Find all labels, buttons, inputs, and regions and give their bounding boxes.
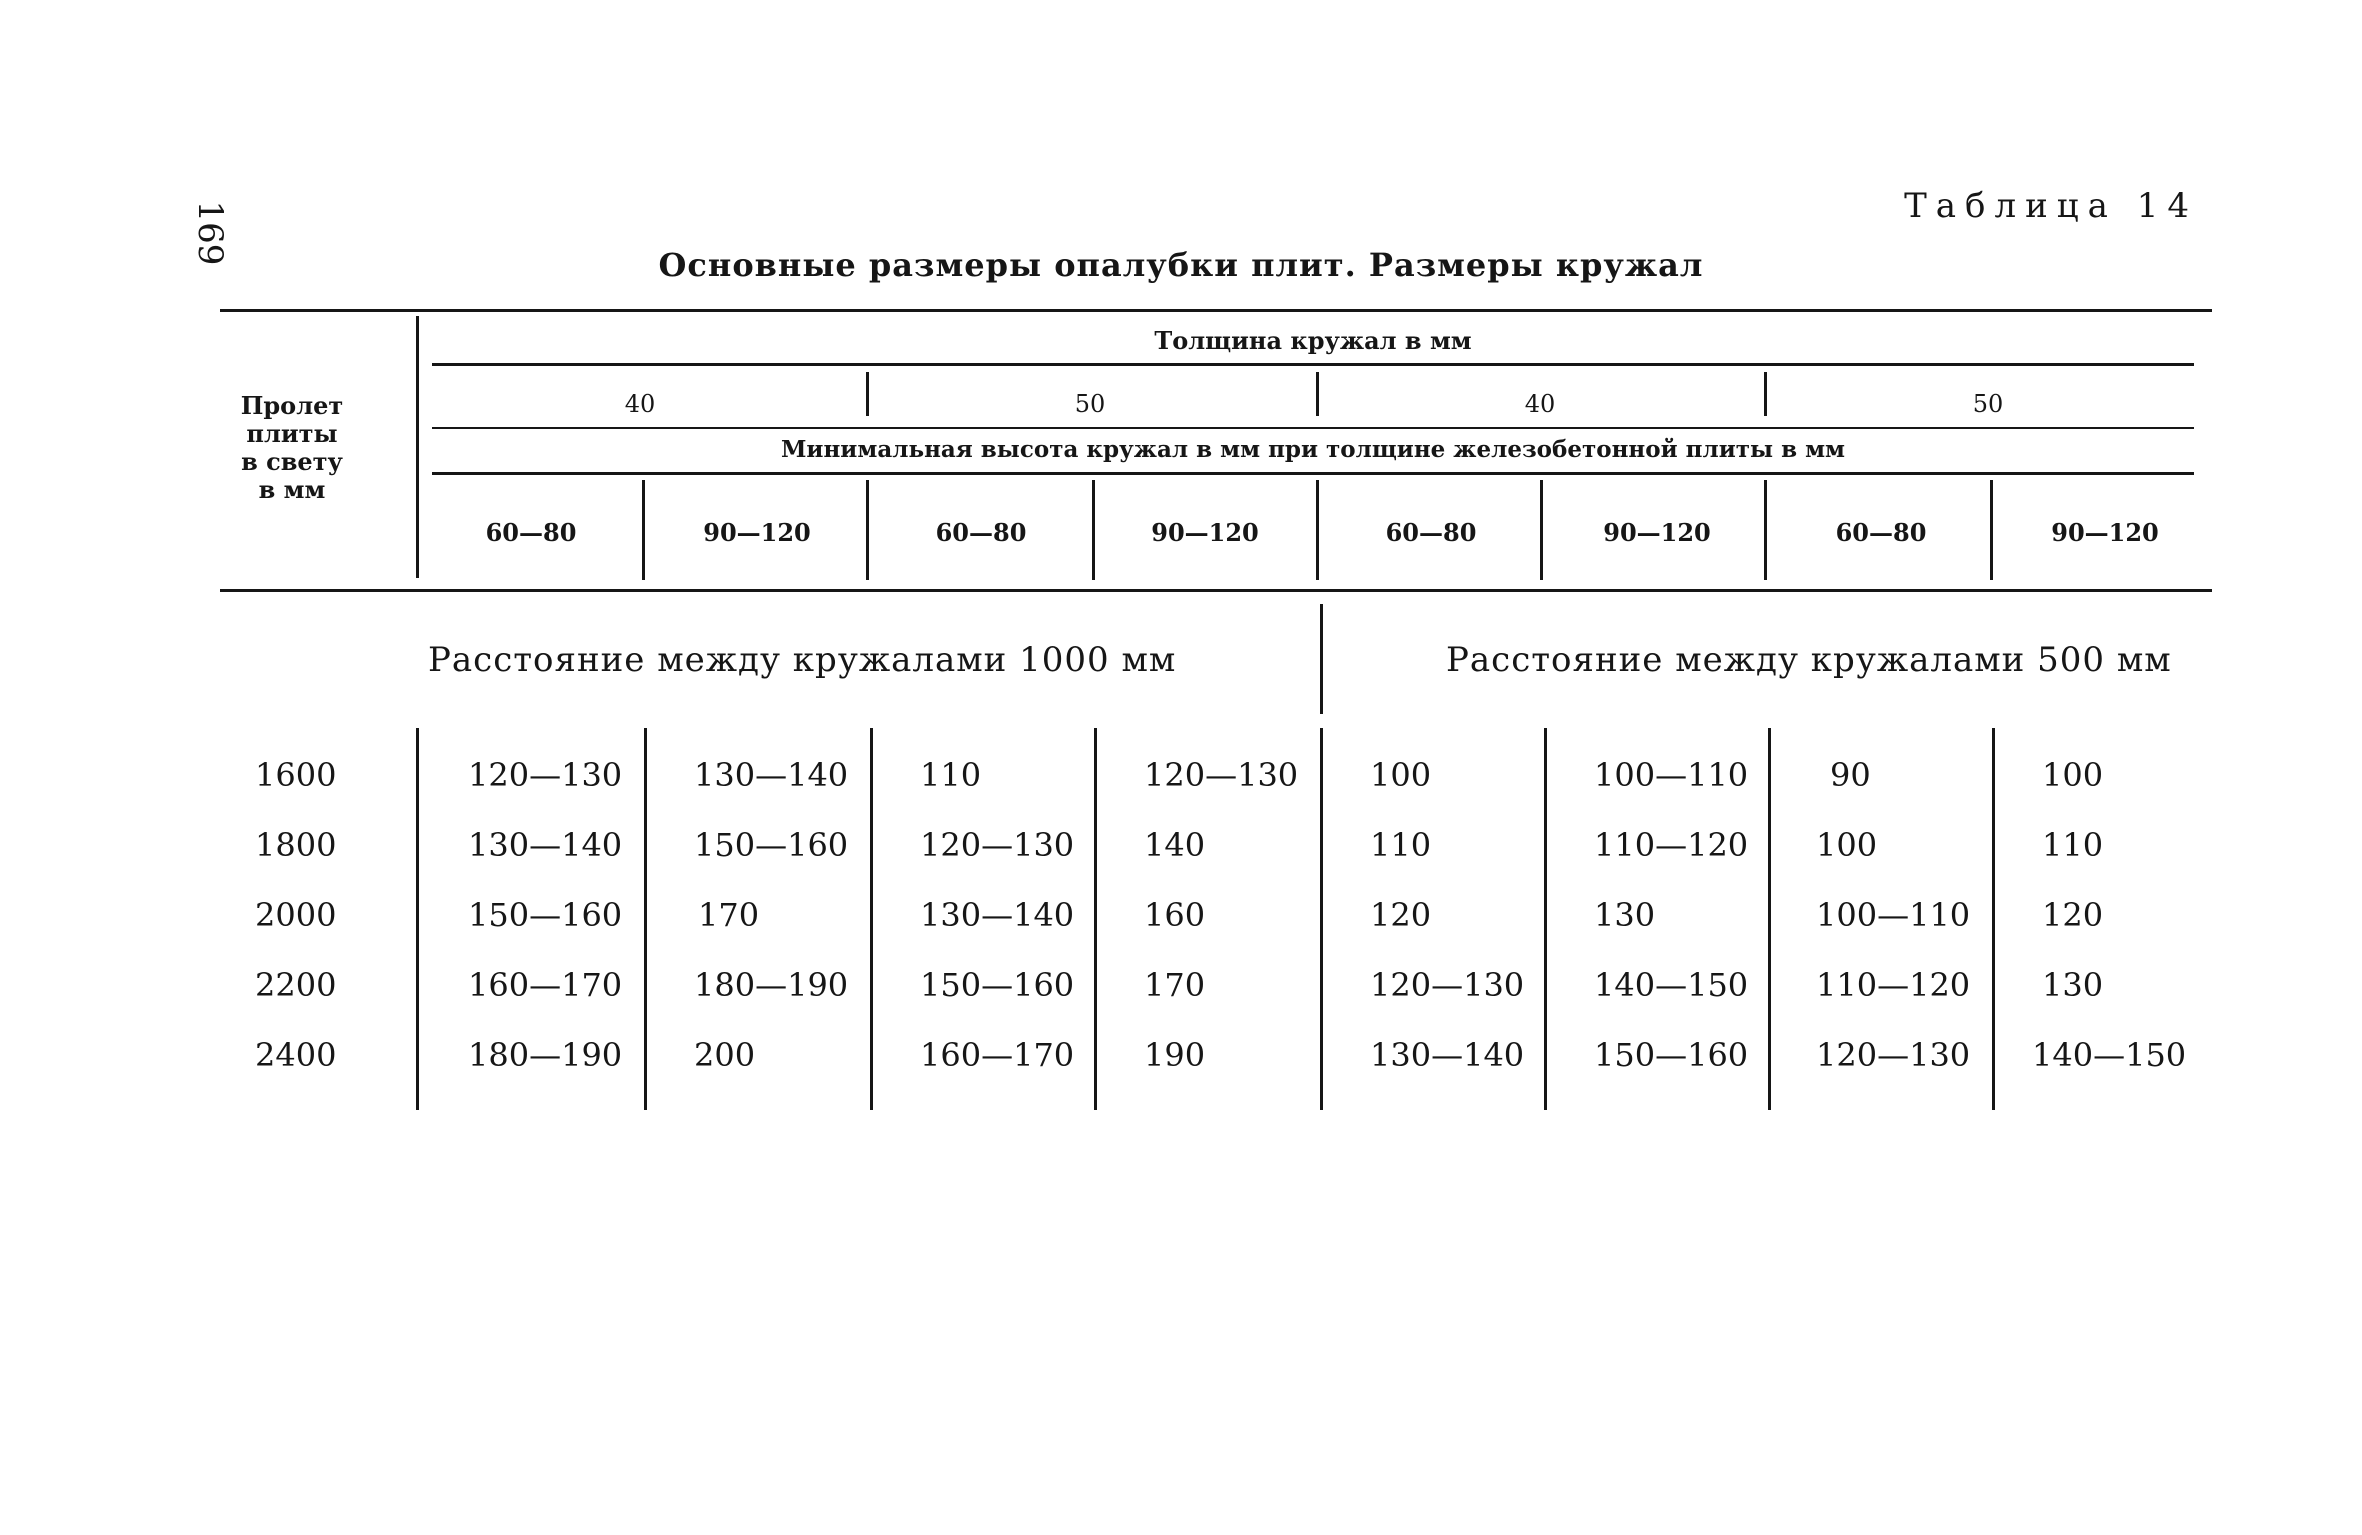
- value-cell: 90: [1830, 756, 1871, 794]
- value-cell: 100: [1370, 756, 1432, 794]
- body-divider-5: [1544, 728, 1547, 1110]
- value-cell: 190: [1144, 1036, 1206, 1074]
- thickness-40-a: 40: [624, 390, 656, 418]
- top-rule: [220, 309, 2212, 312]
- value-cell: 150—160: [468, 896, 623, 934]
- thickness-caption: Толщина кружал в мм: [1154, 326, 1472, 355]
- value-cell: 110: [920, 756, 982, 794]
- slab-range-7: 60—80: [1835, 518, 1927, 547]
- value-cell: 100: [2042, 756, 2104, 794]
- section-divider: [1320, 604, 1323, 714]
- thickness-40-b: 40: [1524, 390, 1556, 418]
- thickness-50-b: 50: [1972, 390, 2004, 418]
- value-cell: 140—150: [2032, 1036, 2187, 1074]
- slab-divider-6: [1764, 480, 1767, 580]
- value-cell: 160—170: [468, 966, 623, 1004]
- thickness-divider-2: [1316, 372, 1319, 416]
- thickness-50-a: 50: [1074, 390, 1106, 418]
- stub-line-2: плиты: [246, 419, 338, 448]
- thickness-divider-3: [1764, 372, 1767, 416]
- min-height-rule: [432, 472, 2194, 475]
- thickness-rule: [432, 363, 2194, 366]
- thickness-divider-1: [866, 372, 869, 416]
- value-cell: 120—130: [1816, 1036, 1971, 1074]
- value-cell: 130: [2042, 966, 2104, 1004]
- slab-divider-7: [1990, 480, 1993, 580]
- value-cell: 130—140: [920, 896, 1075, 934]
- value-cell: 160—170: [920, 1036, 1075, 1074]
- value-cell: 110: [1370, 826, 1432, 864]
- slab-range-6: 90—120: [1603, 518, 1711, 547]
- span-column-header: [222, 392, 362, 504]
- value-cell: 200: [694, 1036, 756, 1074]
- min-height-caption: Минимальная высота кружал в мм при толщине железобетонной плиты в мм: [780, 436, 1846, 463]
- span-value: 2200: [255, 966, 337, 1004]
- value-cell: 170: [698, 896, 760, 934]
- slab-range-2: 90—120: [703, 518, 811, 547]
- value-cell: 140: [1144, 826, 1206, 864]
- slab-range-1: 60—80: [485, 518, 577, 547]
- value-cell: 180—190: [468, 1036, 623, 1074]
- slab-range-3: 60—80: [935, 518, 1027, 547]
- slab-range-4: 90—120: [1151, 518, 1259, 547]
- slab-range-8: 90—120: [2051, 518, 2159, 547]
- body-divider-7: [1992, 728, 1995, 1110]
- table-label: Таблица 14: [1904, 186, 2198, 226]
- body-divider-4: [1320, 728, 1323, 1110]
- slab-divider-1: [642, 480, 645, 580]
- value-cell: 100—110: [1816, 896, 1971, 934]
- header-bottom-rule: [220, 589, 2212, 592]
- value-cell: 140—150: [1594, 966, 1749, 1004]
- stub-line-4: в мм: [258, 475, 326, 504]
- span-value: 1600: [255, 756, 337, 794]
- span-value: 1800: [255, 826, 337, 864]
- slab-divider-3: [1092, 480, 1095, 580]
- page-number: 169: [190, 200, 230, 266]
- span-value: 2000: [255, 896, 337, 934]
- value-cell: 120—130: [1144, 756, 1299, 794]
- value-cell: 120—130: [1370, 966, 1525, 1004]
- slab-range-5: 60—80: [1385, 518, 1477, 547]
- value-cell: 110—120: [1594, 826, 1749, 864]
- stub-divider: [416, 316, 419, 578]
- table-title: Основные размеры опалубки плит. Размеры кружал: [658, 246, 1704, 284]
- slab-divider-5: [1540, 480, 1543, 580]
- section-500mm: Расстояние между кружалами 500 мм: [1446, 640, 2172, 680]
- value-cell: 170: [1144, 966, 1206, 1004]
- value-cell: 110: [2042, 826, 2104, 864]
- value-cell: 120—130: [468, 756, 623, 794]
- body-divider-0: [416, 728, 419, 1110]
- value-cell: 120: [2042, 896, 2104, 934]
- stub-line-1: Пролет: [240, 391, 344, 420]
- span-value: 2400: [255, 1036, 337, 1074]
- value-cell: 150—160: [920, 966, 1075, 1004]
- section-1000mm: Расстояние между кружалами 1000 мм: [428, 640, 1177, 680]
- value-cell: 130: [1594, 896, 1656, 934]
- value-cell: 160: [1144, 896, 1206, 934]
- value-cell: 130—140: [694, 756, 849, 794]
- slab-divider-2: [866, 480, 869, 580]
- value-cell: 130—140: [1370, 1036, 1525, 1074]
- value-cell: 120—130: [920, 826, 1075, 864]
- value-cell: 130—140: [468, 826, 623, 864]
- value-cell: 100: [1816, 826, 1878, 864]
- value-cell: 100—110: [1594, 756, 1749, 794]
- value-cell: 150—160: [1594, 1036, 1749, 1074]
- body-divider-6: [1768, 728, 1771, 1110]
- body-divider-2: [870, 728, 873, 1110]
- value-cell: 180—190: [694, 966, 849, 1004]
- value-cell: 120: [1370, 896, 1432, 934]
- body-divider-3: [1094, 728, 1097, 1110]
- body-divider-1: [644, 728, 647, 1110]
- value-cell: 150—160: [694, 826, 849, 864]
- slab-divider-4: [1316, 480, 1319, 580]
- thickness-values-rule: [432, 427, 2194, 429]
- value-cell: 110—120: [1816, 966, 1971, 1004]
- stub-line-3: в свету: [241, 447, 343, 476]
